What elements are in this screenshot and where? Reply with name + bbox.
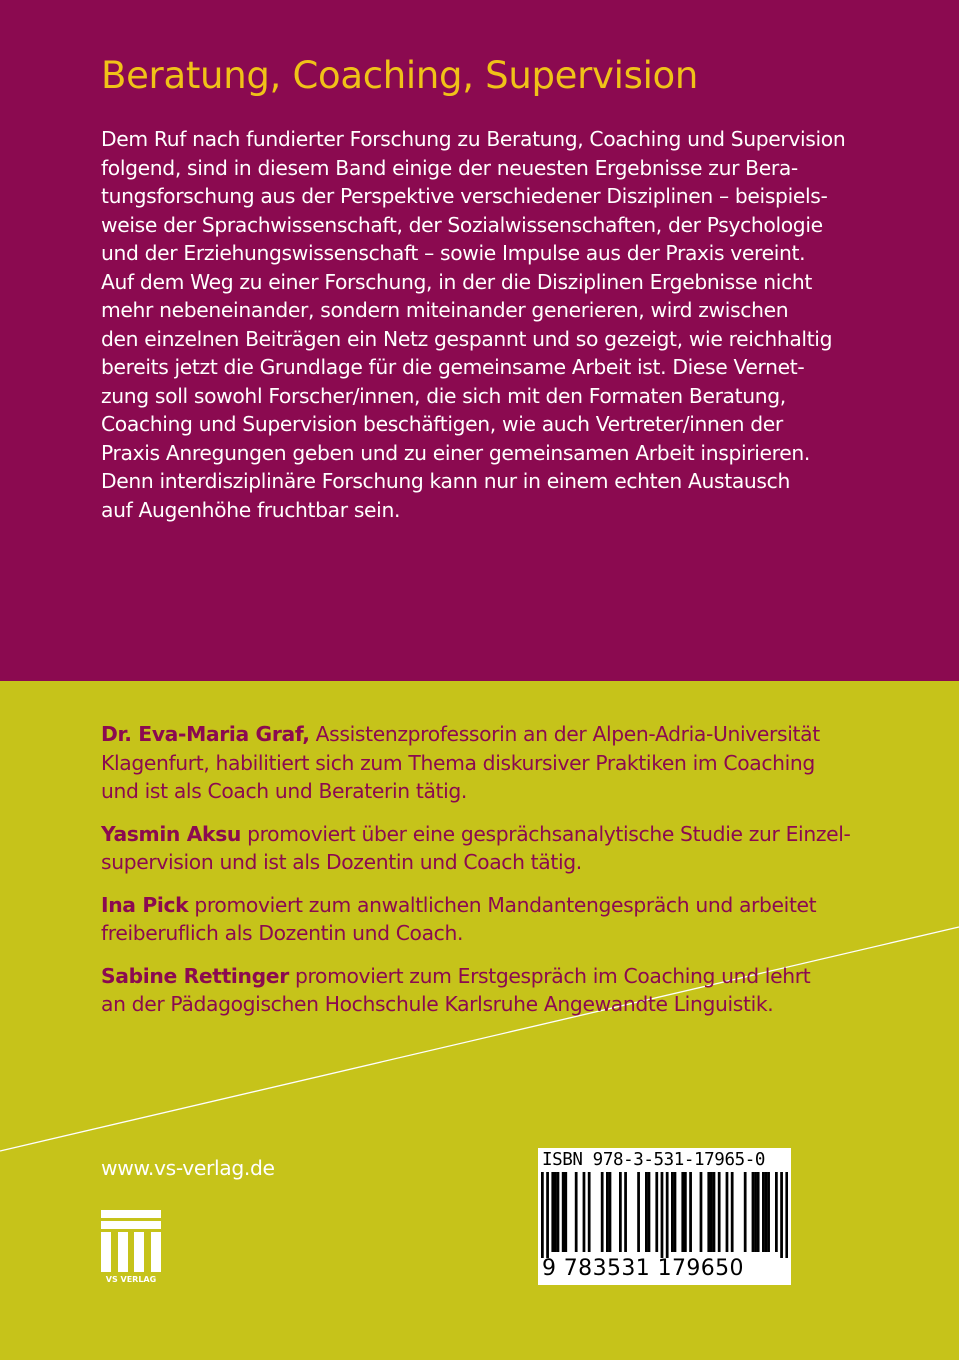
author-bios [101, 720, 901, 1033]
barcode-bar [752, 1172, 755, 1252]
barcode-bar [583, 1172, 586, 1252]
barcode-bar [674, 1172, 677, 1252]
barcode-bar [645, 1172, 648, 1252]
barcode-bar [588, 1172, 591, 1252]
barcode-bar [765, 1172, 768, 1252]
description-line: zung soll sowohl Forscher/innen, die sich mit den Formaten Beratung, [101, 383, 786, 408]
author-bio [101, 820, 901, 877]
author-name: Yasmin Aksu [101, 821, 242, 846]
barcode-bar [551, 1172, 554, 1252]
bio-line: Klagenfurt, habilitiert sich zum Thema diskursiver Praktiken im Coaching [101, 750, 815, 775]
description-line: bereits jetzt die Grundlage für die gemeinsame Arbeit ist. Diese Vernet- [101, 355, 805, 379]
barcode-bar [655, 1172, 658, 1252]
bio-line: freiberuflich als Dozentin und Coach. [101, 921, 464, 945]
description-line: Denn interdisziplinäre Forschung kann nur in einem echten Austausch [101, 469, 790, 493]
barcode-bar [648, 1172, 651, 1252]
barcode-bar [681, 1172, 684, 1252]
vs-verlag-logo-icon [101, 1210, 161, 1284]
barcode-bar [762, 1172, 765, 1252]
author-bio [101, 891, 901, 948]
description-line: Praxis Anregungen geben und zu einer gemeinsamen Arbeit inspirieren. [101, 440, 810, 465]
description-line: weise der Sprachwissenschaft, der Sozialwissenschaften, der Psychologie [101, 212, 823, 237]
bio-line [101, 962, 901, 991]
barcode-bars [541, 1172, 788, 1258]
publisher-website-link[interactable]: www.vs-verlag.de [101, 1156, 275, 1180]
barcode-bar [606, 1172, 609, 1252]
description-line: den einzelnen Beiträgen ein Netz gespannt und so gezeigt, wie reichhaltig [101, 326, 833, 351]
barcode [538, 1148, 791, 1285]
barcode-bar [557, 1172, 560, 1252]
barcode-bar [754, 1172, 757, 1252]
book-description [101, 125, 871, 524]
author-name: Ina Pick [101, 892, 189, 917]
barcode-bar [689, 1172, 692, 1252]
barcode-bar [700, 1172, 703, 1252]
barcode-bar [609, 1172, 612, 1252]
barcode-bar [575, 1172, 578, 1252]
barcode-bar [684, 1172, 687, 1252]
ean-number: 9 783531 179650 [542, 1256, 744, 1281]
bio-line [101, 820, 901, 849]
description-line: Auf dem Weg zu einer Forschung, in der die Disziplinen Ergebnisse nicht [101, 269, 812, 294]
barcode-bar [767, 1172, 770, 1252]
bio-text: promoviert über eine gesprächsanalytische Studie zur Einzel- [241, 821, 851, 846]
description-line: tungsforschung aus der Perspektive verschiedener Disziplinen – beispiels- [101, 184, 828, 208]
description-line: Dem Ruf nach fundierter Forschung zu Beratung, Coaching und Supervision [101, 127, 846, 151]
description-line: mehr nebeneinander, sondern miteinander generieren, wird zwischen [101, 298, 789, 322]
barcode-bar [785, 1172, 788, 1258]
barcode-bar [546, 1172, 549, 1258]
author-bio [101, 962, 901, 1019]
logo-wordmark: VS VERLAG [105, 1275, 157, 1284]
barcode-bar [713, 1172, 716, 1252]
barcode-bar [564, 1172, 567, 1252]
barcode-bar [637, 1172, 640, 1252]
barcode-bar [619, 1172, 622, 1252]
barcode-bar [671, 1172, 674, 1252]
barcode-bar [731, 1172, 734, 1252]
author-name: Dr. Eva-Maria Graf, [101, 722, 310, 746]
barcode-bar [661, 1172, 664, 1258]
bio-line: und ist als Coach und Beraterin tätig. [101, 779, 468, 803]
barcode-bar [624, 1172, 627, 1252]
barcode-bar [726, 1172, 729, 1252]
description-line: Coaching und Supervision beschäftigen, wie auch Vertreter/innen der [101, 412, 783, 436]
bio-line: an der Pädagogischen Hochschule Karlsruhe Angewandte Linguistik. [101, 992, 774, 1016]
bio-text: promoviert zum Erstgespräch im Coaching und lehrt [288, 963, 811, 988]
bio-text: Assistenzprofessorin an der Alpen-Adria-Universität [309, 722, 820, 746]
description-line: und der Erziehungswissenschaft – sowie Impulse aus der Praxis vereint. [101, 241, 806, 265]
barcode-bar [710, 1172, 713, 1252]
barcode-bar [744, 1172, 747, 1252]
author-name: Sabine Rettinger [101, 963, 289, 988]
description-line: folgend, sind in diesem Band einige der neuesten Ergebnisse zur Bera- [101, 155, 798, 180]
book-title: Beratung, Coaching, Supervision [101, 54, 699, 97]
barcode-bar [718, 1172, 721, 1252]
barcode-bar [707, 1172, 710, 1252]
author-bio [101, 720, 901, 806]
bio-line [101, 891, 901, 920]
bio-line: supervision und ist als Dozentin und Coach tätig. [101, 850, 582, 874]
barcode-bar [554, 1172, 557, 1252]
barcode-bar [780, 1172, 783, 1258]
barcode-bar [541, 1172, 544, 1258]
bio-text: promoviert zum anwaltlichen Mandantengespräch und arbeitet [188, 892, 817, 917]
barcode-bar [601, 1172, 604, 1252]
barcode-bar [757, 1172, 760, 1252]
barcode-bar [775, 1172, 778, 1252]
isbn-label: ISBN 978-3-531-17965-0 [542, 1150, 765, 1170]
description-line: auf Augenhöhe fruchtbar sein. [101, 497, 401, 522]
barcode-bar [666, 1172, 669, 1258]
barcode-bar [562, 1172, 565, 1252]
bio-line [101, 720, 901, 749]
